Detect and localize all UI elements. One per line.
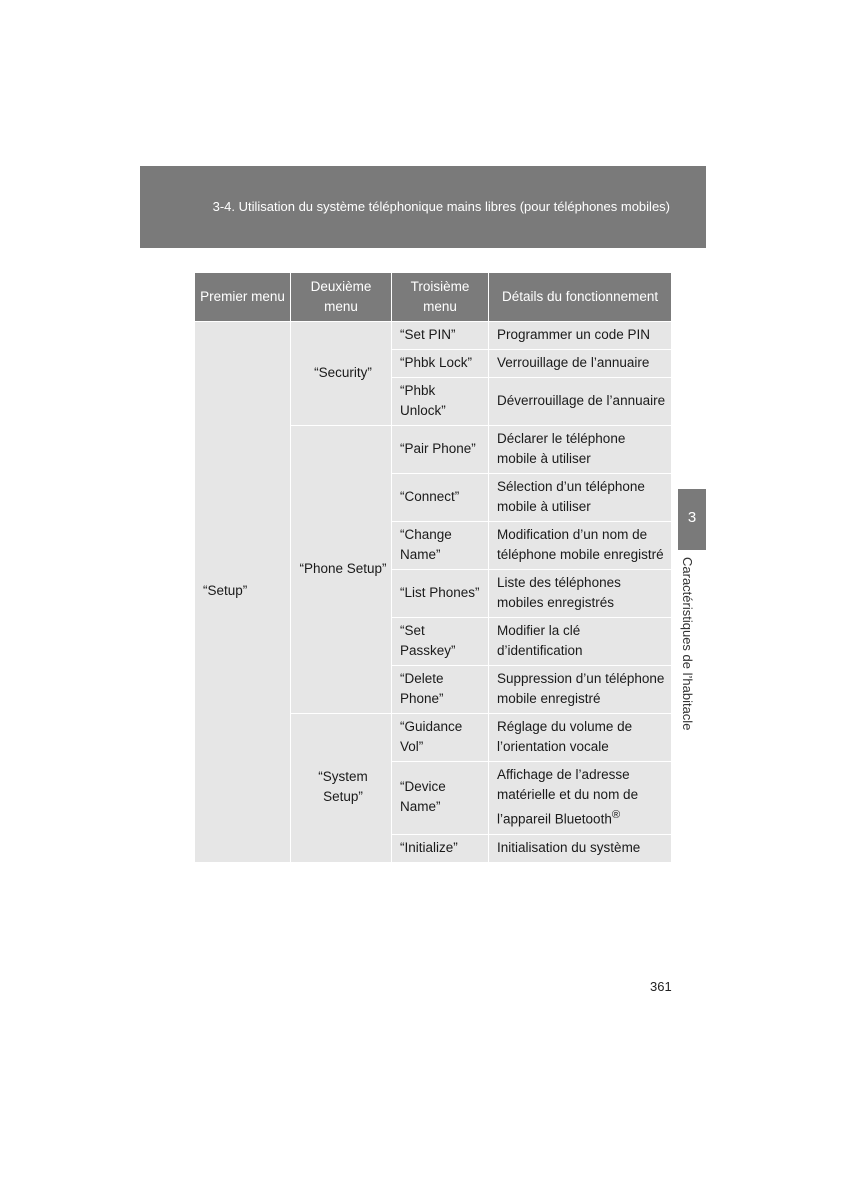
third-menu-cell: “Set Passkey”	[392, 618, 489, 666]
details-cell: Réglage du volume de l’orientation vocale	[489, 714, 672, 762]
third-menu-cell: “Device Name”	[392, 762, 489, 835]
column-header-first-menu: Premier menu	[195, 273, 291, 322]
section-title: 3-4. Utilisation du système téléphonique mains libres (pour téléphones mobiles)	[212, 199, 670, 214]
column-header-details: Détails du fonctionnement	[489, 273, 672, 322]
menu-table	[194, 272, 672, 863]
details-cell: Initialisation du système	[489, 834, 672, 862]
third-menu-cell: “Set PIN”	[392, 322, 489, 350]
third-menu-cell: “List Phones”	[392, 570, 489, 618]
registered-mark: ®	[611, 809, 621, 821]
details-cell: Modification d’un nom de téléphone mobile enregistré	[489, 522, 672, 570]
third-menu-cell: “Connect”	[392, 474, 489, 522]
details-cell	[489, 762, 672, 835]
second-menu-cell: “Phone Setup”	[291, 426, 392, 714]
details-text: Affichage de l’adresse matérielle et du nom de l’appareil Bluetooth	[497, 767, 639, 827]
third-menu-cell: “Initialize”	[392, 834, 489, 862]
third-menu-cell: “Pair Phone”	[392, 426, 489, 474]
table-row	[195, 322, 672, 350]
chapter-header-band	[140, 166, 706, 248]
second-menu-cell: “Security”	[291, 322, 392, 426]
details-cell: Déverrouillage de l’annuaire	[489, 378, 672, 426]
details-cell: Liste des téléphones mobiles enregistrés	[489, 570, 672, 618]
column-header-second-menu: Deuxième menu	[291, 273, 392, 322]
details-cell: Sélection d’un téléphone mobile à utiliser	[489, 474, 672, 522]
second-menu-cell: “System Setup”	[291, 714, 392, 863]
chapter-tab: 3	[678, 489, 706, 550]
page-number: 361	[650, 979, 672, 994]
first-menu-cell: “Setup”	[195, 322, 291, 863]
third-menu-cell: “Phbk Unlock”	[392, 378, 489, 426]
chapter-label: Caractéristiques de l’habitacle	[680, 557, 695, 731]
table-header-row	[195, 273, 672, 322]
third-menu-cell: “Change Name”	[392, 522, 489, 570]
third-menu-cell: “Phbk Lock”	[392, 350, 489, 378]
details-cell: Programmer un code PIN	[489, 322, 672, 350]
details-cell: Modifier la clé d’identification	[489, 618, 672, 666]
third-menu-cell: “Guidance Vol”	[392, 714, 489, 762]
third-menu-cell: “Delete Phone”	[392, 666, 489, 714]
details-cell: Déclarer le téléphone mobile à utiliser	[489, 426, 672, 474]
details-cell: Verrouillage de l’annuaire	[489, 350, 672, 378]
details-cell: Suppression d’un téléphone mobile enregistré	[489, 666, 672, 714]
column-header-third-menu: Troisième menu	[392, 273, 489, 322]
